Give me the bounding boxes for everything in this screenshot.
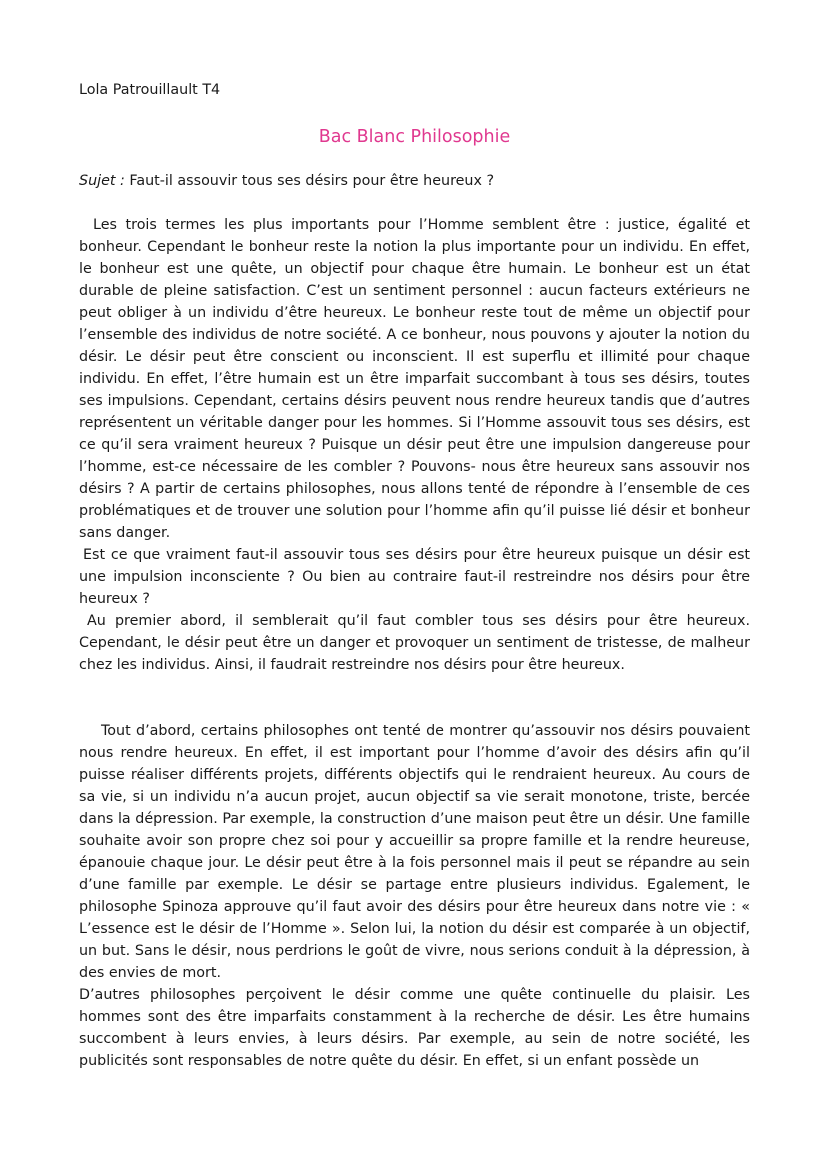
- subject-label: Sujet :: [79, 173, 125, 189]
- paragraph-plan: Au premier abord, il semblerait qu’il faut combler tous ses désirs pour être heureux. Cependant, le désir peut être un danger et provoquer un sentiment de tristesse, de malheur chez les individus. Ainsi, il faudrait restreindre nos désirs pour être heureux.: [79, 613, 750, 673]
- paragraph-problematic: Est ce que vraiment faut-il assouvir tous ses désirs pour être heureux puisque un désir est une impulsion inconsciente ? Ou bien au contraire faut-il restreindre nos désirs pour être heureux ?: [79, 547, 750, 607]
- document-body: [79, 214, 750, 1072]
- paragraph-introduction: Les trois termes les plus importants pour l’Homme semblent être : justice, égalité et bonheur. Cependant le bonheur reste la notion la plus importante pour un individu. En effet, le bonheur est une quête, un objectif pour chaque être humain. Le bonheur est un état durable de pleine satisfaction. C’est un sentiment personnel : aucun facteurs extérieurs ne peut obliger à un individu d’être heureux. Le bonheur reste tout de même un objectif pour l’ensemble des individus de notre société. A ce bonheur, nous pouvons y ajouter la notion du désir. Le désir peut être conscient ou inconscient. Il est superflu et illimité pour chaque individu. En effet, l’être humain est un être imparfait succombant à tous ses désirs, toutes ses impulsions. Cependant, certains désirs peuvent nous rendre heureux tandis que d’autres représentent un véritable danger pour les hommes. Si l’Homme assouvit tous ses désirs, est ce qu’il sera vraiment heureux ? Puisque un désir peut être une impulsion dangereuse pour l’homme, est-ce nécessaire de les combler ? Pouvons- nous être heureux sans assouvir nos désirs ? A partir de certains philosophes, nous allons tenté de répondre à l’ensemble de ces problématiques et de trouver une solution pour l’homme afin qu’il puisse lié désir et bonheur sans danger.: [79, 217, 750, 541]
- paragraph-part-one-continued: D’autres philosophes perçoivent le désir comme une quête continuelle du plaisir. Les hommes sont des être imparfaits constamment à la recherche de désir. Les être humains succombent à leurs envies, à leurs désirs. Par exemple, au sein de notre société, les publicités sont responsables de notre quête du désir. En effet, si un enfant possède un: [79, 987, 750, 1069]
- author-line: Lola Patrouillault T4: [79, 82, 221, 98]
- document-title: Bac Blanc Philosophie: [318, 127, 511, 147]
- section-gap: [79, 676, 750, 720]
- subject-line: [79, 172, 750, 190]
- subject-text: Faut-il assouvir tous ses désirs pour être heureux ?: [124, 173, 495, 189]
- paragraph-part-one: Tout d’abord, certains philosophes ont tenté de montrer qu’assouvir nos désirs pouvaient nous rendre heureux. En effet, il est important pour l’homme d’avoir des désirs afin qu’il puisse réaliser différents projets, différents objectifs qui le rendraient heureux. Au cours de sa vie, si un individu n’a aucun projet, aucun objectif sa vie serait monotone, triste, bercée dans la dépression. Par exemple, la construction d’une maison peut être un désir. Une famille souhaite avoir son propre chez soi pour y accueillir sa propre famille et la rendre heureuse, épanouie chaque jour. Le désir peut être à la fois personnel mais il peut se répandre au sein d’une famille par exemple. Le désir se partage entre plusieurs individus. Egalement, le philosophe Spinoza approuve qu’il faut avoir des désirs pour être heureux dans notre vie : « L’essence est le désir de l’Homme ». Selon lui, la notion du désir est comparée à un objectif, un but. Sans le désir, nous perdrions le goût de vivre, nous serions conduit à la dépression, à des envies de mort.: [79, 723, 750, 981]
